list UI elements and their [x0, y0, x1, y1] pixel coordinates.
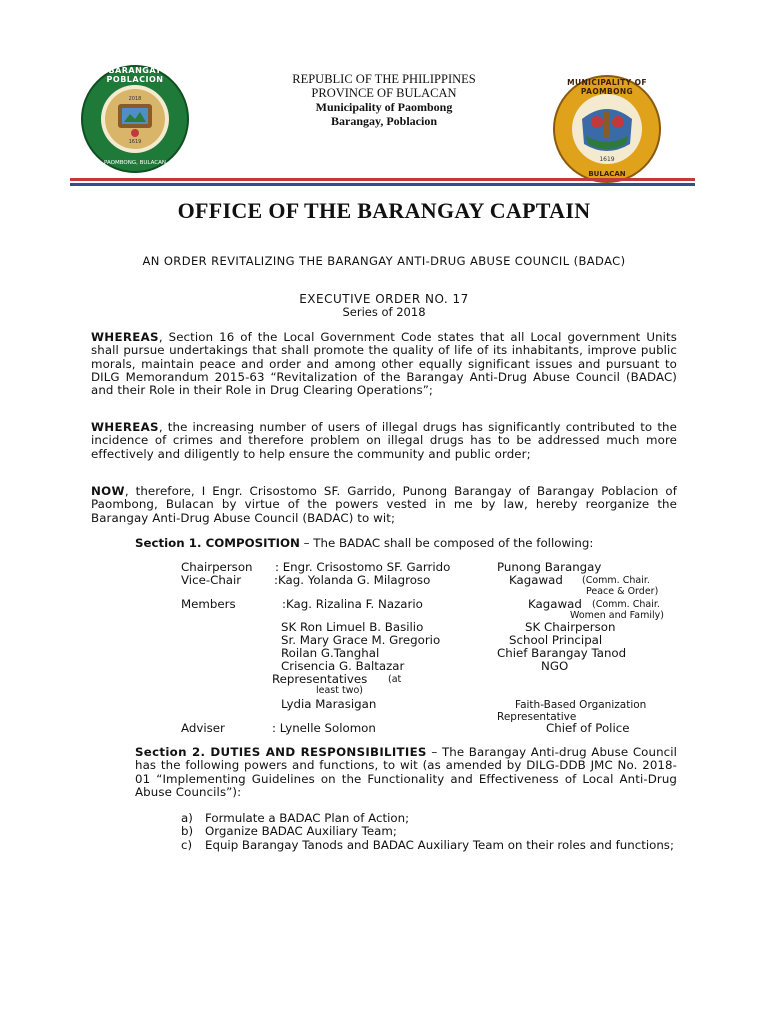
- header-rule-red: [70, 178, 695, 181]
- left-seal-bottom-text: PAOMBONG, BULACAN: [104, 160, 166, 166]
- list-item-text: Organize BADAC Auxiliary Team;: [205, 824, 397, 839]
- member-role: Representative: [497, 711, 577, 723]
- chairperson-label: Chairperson: [181, 560, 253, 574]
- member-name: SK Ron Limuel B. Basilio: [281, 620, 424, 634]
- adviser-label: Adviser: [181, 721, 225, 735]
- header-rule-blue: [70, 183, 695, 186]
- adviser-role: Chief of Police: [546, 721, 630, 735]
- office-title: OFFICE OF THE BARANGAY CAPTAIN: [177, 198, 591, 223]
- member-role: NGO: [541, 659, 569, 673]
- list-marker: c): [181, 837, 193, 852]
- vice-chair-note: (Comm. Chair.: [582, 575, 650, 586]
- list-item-text: Formulate a BADAC Plan of Action;: [205, 811, 410, 825]
- member-note: (Comm. Chair.: [592, 599, 660, 610]
- whereas-paragraph-2: [91, 421, 677, 461]
- list-item: [181, 812, 677, 825]
- right-seal-bottom-text: BULACAN: [588, 170, 626, 178]
- section-2-text: – The Barangay Anti-drug Abuse Council has the following powers and functions, to wit (as amended by DILG-DDB JMC No. 2018-01 “Implementing Guidelines on the Functionality and Effectiveness of Local Anti-Drug Abuse Councils”):: [135, 745, 677, 799]
- member-name: Lydia Marasigan: [281, 697, 377, 711]
- letterhead: [200, 72, 568, 128]
- vice-chair-note: Peace & Order): [586, 586, 659, 597]
- member-role: SK Chairperson: [525, 620, 616, 634]
- chairperson-name: : Engr. Crisostomo SF. Garrido: [275, 560, 451, 574]
- members-label: Members: [181, 597, 236, 611]
- letterhead-line-1: REPUBLIC OF THE PHILIPPINES: [292, 72, 476, 86]
- member-note: Women and Family): [570, 610, 664, 621]
- letterhead-line-4: Barangay, Poblacion: [330, 114, 437, 128]
- member-role: School Principal: [509, 633, 603, 647]
- member-role: Chief Barangay Tanod: [497, 646, 627, 660]
- whereas-text: , Section 16 of the Local Government Code states that all Local government Units shall pursue undertakings that shall promote the quality of life of its inhabitants, improve public morals, maintain peace and order and among other equally significant issues and pursuant to DILG Memorandum 2015-63 “Revitalization of the Barangay Anti-Drug Abuse Council (BADAC) and their Role in their Role in Drug Clearing Operations”;: [91, 330, 677, 398]
- now-text: , therefore, I Engr. Crisostomo SF. Garrido, Punong Barangay of Barangay Poblacion of Paombong, Bulacan by virtue of the powers vested in me by law, hereby reorganize the Barangay Anti-Drug Abuse Council (BADAC) to wit;: [91, 484, 677, 525]
- member-name: Roilan G.Tanghal: [281, 646, 380, 660]
- letterhead-line-3: Municipality of Paombong: [315, 100, 453, 114]
- executive-order-number: EXECUTIVE ORDER NO. 17: [299, 292, 469, 306]
- member-name: :Kag. Rizalina F. Nazario: [282, 597, 423, 611]
- list-item: [181, 839, 677, 852]
- chairperson-role: Punong Barangay: [497, 560, 602, 574]
- section-1-heading: [135, 536, 593, 550]
- representatives-note: least two): [316, 685, 364, 696]
- member-role: Kagawad: [528, 597, 582, 611]
- member-name: Crisencia G. Baltazar: [281, 659, 405, 673]
- vice-chair-name: :Kag. Yolanda G. Milagroso: [274, 573, 431, 587]
- section-2-lead: Section 2. DUTIES AND RESPONSIBILITIES: [135, 745, 427, 759]
- vice-chair-role: Kagawad: [509, 573, 563, 587]
- member-name: Sr. Mary Grace M. Gregorio: [281, 633, 441, 647]
- adviser-name: : Lynelle Solomon: [272, 721, 376, 735]
- left-seal-ring-text: BARANGAY POBLACION: [106, 66, 164, 84]
- series-year: Series of 2018: [342, 305, 426, 319]
- representatives-label: Representatives: [272, 672, 368, 686]
- list-marker: a): [181, 811, 193, 825]
- list-marker: b): [181, 824, 194, 839]
- section-2-paragraph: [135, 746, 677, 799]
- right-seal-ring-text: MUNICIPALITY OF PAOMBONG: [567, 78, 647, 96]
- whereas-lead: WHEREAS: [91, 420, 159, 434]
- section-1-lead: Section 1. COMPOSITION: [135, 536, 300, 550]
- list-item: [181, 825, 677, 838]
- whereas-lead: WHEREAS: [91, 330, 159, 344]
- letterhead-line-2: PROVINCE OF BULACAN: [311, 86, 457, 100]
- whereas-text: , the increasing number of users of illegal drugs has significantly contributed to the incidence of crimes and therefore problem on illegal drugs has to be addressed much more effectively and diligently to help ensure the community and public order;: [91, 420, 677, 461]
- section-1-text: – The BADAC shall be composed of the following:: [299, 536, 594, 550]
- whereas-paragraph-1: [91, 331, 677, 397]
- member-role: Faith-Based Organization: [515, 699, 647, 711]
- now-paragraph: [91, 485, 677, 525]
- vice-chair-label: Vice-Chair: [181, 573, 242, 587]
- order-title: AN ORDER REVITALIZING THE BARANGAY ANTI-DRUG ABUSE COUNCIL (BADAC): [142, 254, 626, 268]
- now-lead: NOW: [91, 484, 125, 498]
- svg-text:2018: 2018: [128, 96, 142, 102]
- representatives-note: (at: [388, 674, 402, 685]
- list-item-text: Equip Barangay Tanods and BADAC Auxiliary Team on their roles and functions;: [205, 837, 674, 852]
- svg-text:1619: 1619: [128, 139, 142, 145]
- duties-list: [181, 812, 677, 852]
- svg-text:1619: 1619: [599, 156, 615, 163]
